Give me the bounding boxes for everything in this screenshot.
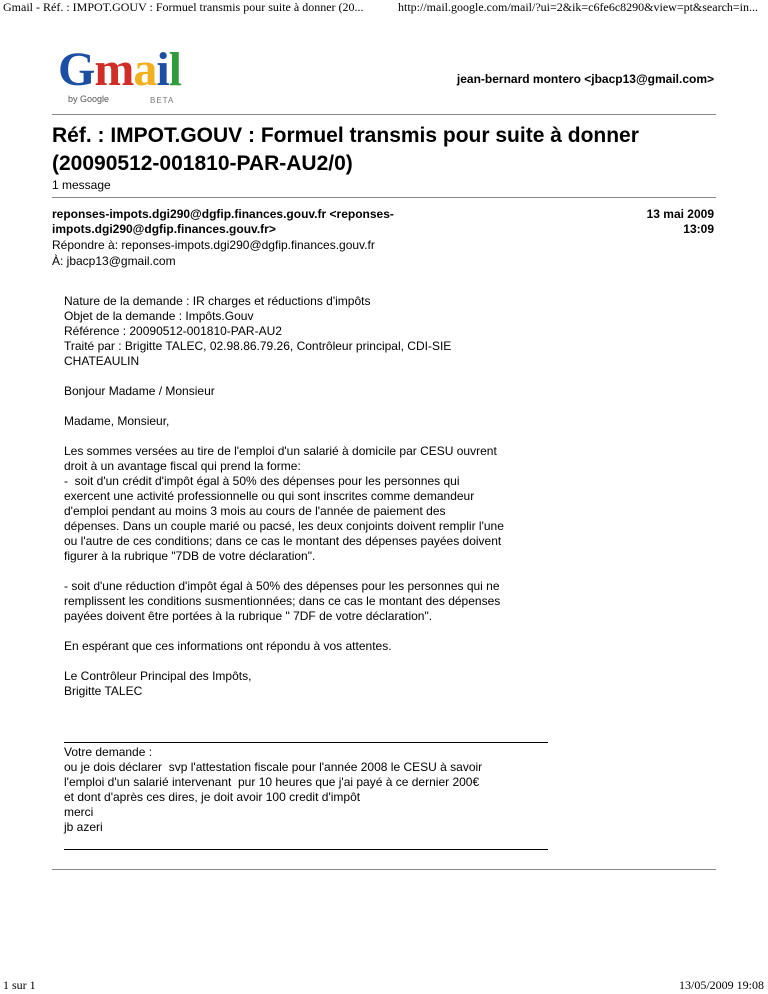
quote-bottom-separator [64, 849, 548, 850]
quote-top-separator [64, 742, 548, 743]
print-footer [0, 978, 768, 994]
print-header-url: http://mail.google.com/mail/?ui=2&ik=c6fe6c8290&view=pt&search=in... [398, 0, 758, 14]
gmail-logo-wordmark: Gmail [58, 43, 182, 96]
account-name: jean-bernard montero <jbacp13@gmail.com> [456, 72, 714, 86]
message-count: 1 message [52, 178, 111, 192]
message-date-day: 13 mai 2009 [646, 207, 714, 221]
logo-beta: BETA [150, 96, 175, 105]
print-header-title: Gmail - Réf. : IMPOT.GOUV : Formuel transmis pour suite à donner (20... [3, 0, 364, 14]
message-date [647, 207, 714, 237]
reply-to: Répondre à: reponses-impots.dgi290@dgfip.finances.gouv.fr [52, 238, 375, 252]
message-body: Nature de la demande : IR charges et réductions d'impôts Objet de la demande : Impôts.Gouv Référence : 20090512-001810-PAR-AU2 Traité par : Brigitte TALEC, 02.98.86.79.26, Contrôleur principal, CDI-SIE CHATEAULIN Bonjour Madame / Monsieur Madame, Monsieur, Les sommes versées au tire de l'emploi d'un salarié à domicile par CESU ouvrent droit à un avantage fiscal qui prend la forme: - soit d'un crédit d'impôt égal à 50% des dépenses pour les personnes qui exercent une activité professionnelle ou qui sont inscrites comme demandeur d'emploi pendant au moins 3 mois au cours de l'année de paiement des dépenses. Dans un couple marié ou pacsé, les deux conjoints doivent remplir l'une ou l'autre de ces conditions; dans ce cas le montant des dépenses payées doivent figurer à la rubrique "7DB de votre déclaration". - soit d'une réduction d'impôt égal à 50% des dépenses pour les personnes qui ne remplissent les conditions susmentionnées; dans ce cas le montant des dépenses payées doivent être portées à la rubrique " 7DF de votre déclaration". En espérant que ces informations ont répondu à vos attentes. Le Contrôleur Principal des Impôts, Brigitte TALEC [64, 294, 504, 698]
gmail-logo [58, 43, 188, 110]
print-header [0, 0, 768, 16]
message-date-time: 13:09 [683, 222, 714, 236]
recipient: À: jbacp13@gmail.com [52, 254, 176, 268]
header-divider [52, 114, 716, 115]
footer-divider [52, 869, 716, 870]
subject-divider [52, 197, 716, 198]
email-subject: Réf. : IMPOT.GOUV : Formuel transmis pour suite à donner (20090512-001810-PAR-AU2/0) [52, 124, 639, 175]
quoted-request: Votre demande : ou je dois déclarer svp l'attestation fiscale pour l'année 2008 le CESU à savoir l'emploi d'un salarié intervenant pur 10 heures que j'ai payé à ce dernier 200€ et dont d'après ces dires, je doit avoir 100 credit d'impôt merci jb azeri [64, 745, 483, 834]
logo-by-google: by Google [68, 94, 110, 104]
page-number: 1 sur 1 [3, 978, 36, 992]
print-timestamp: 13/05/2009 19:08 [678, 978, 764, 992]
sender-address: reponses-impots.dgi290@dgfip.finances.gouv.fr <reponses-impots.dgi290@dgfip.finances.gouv.fr> [52, 207, 394, 236]
